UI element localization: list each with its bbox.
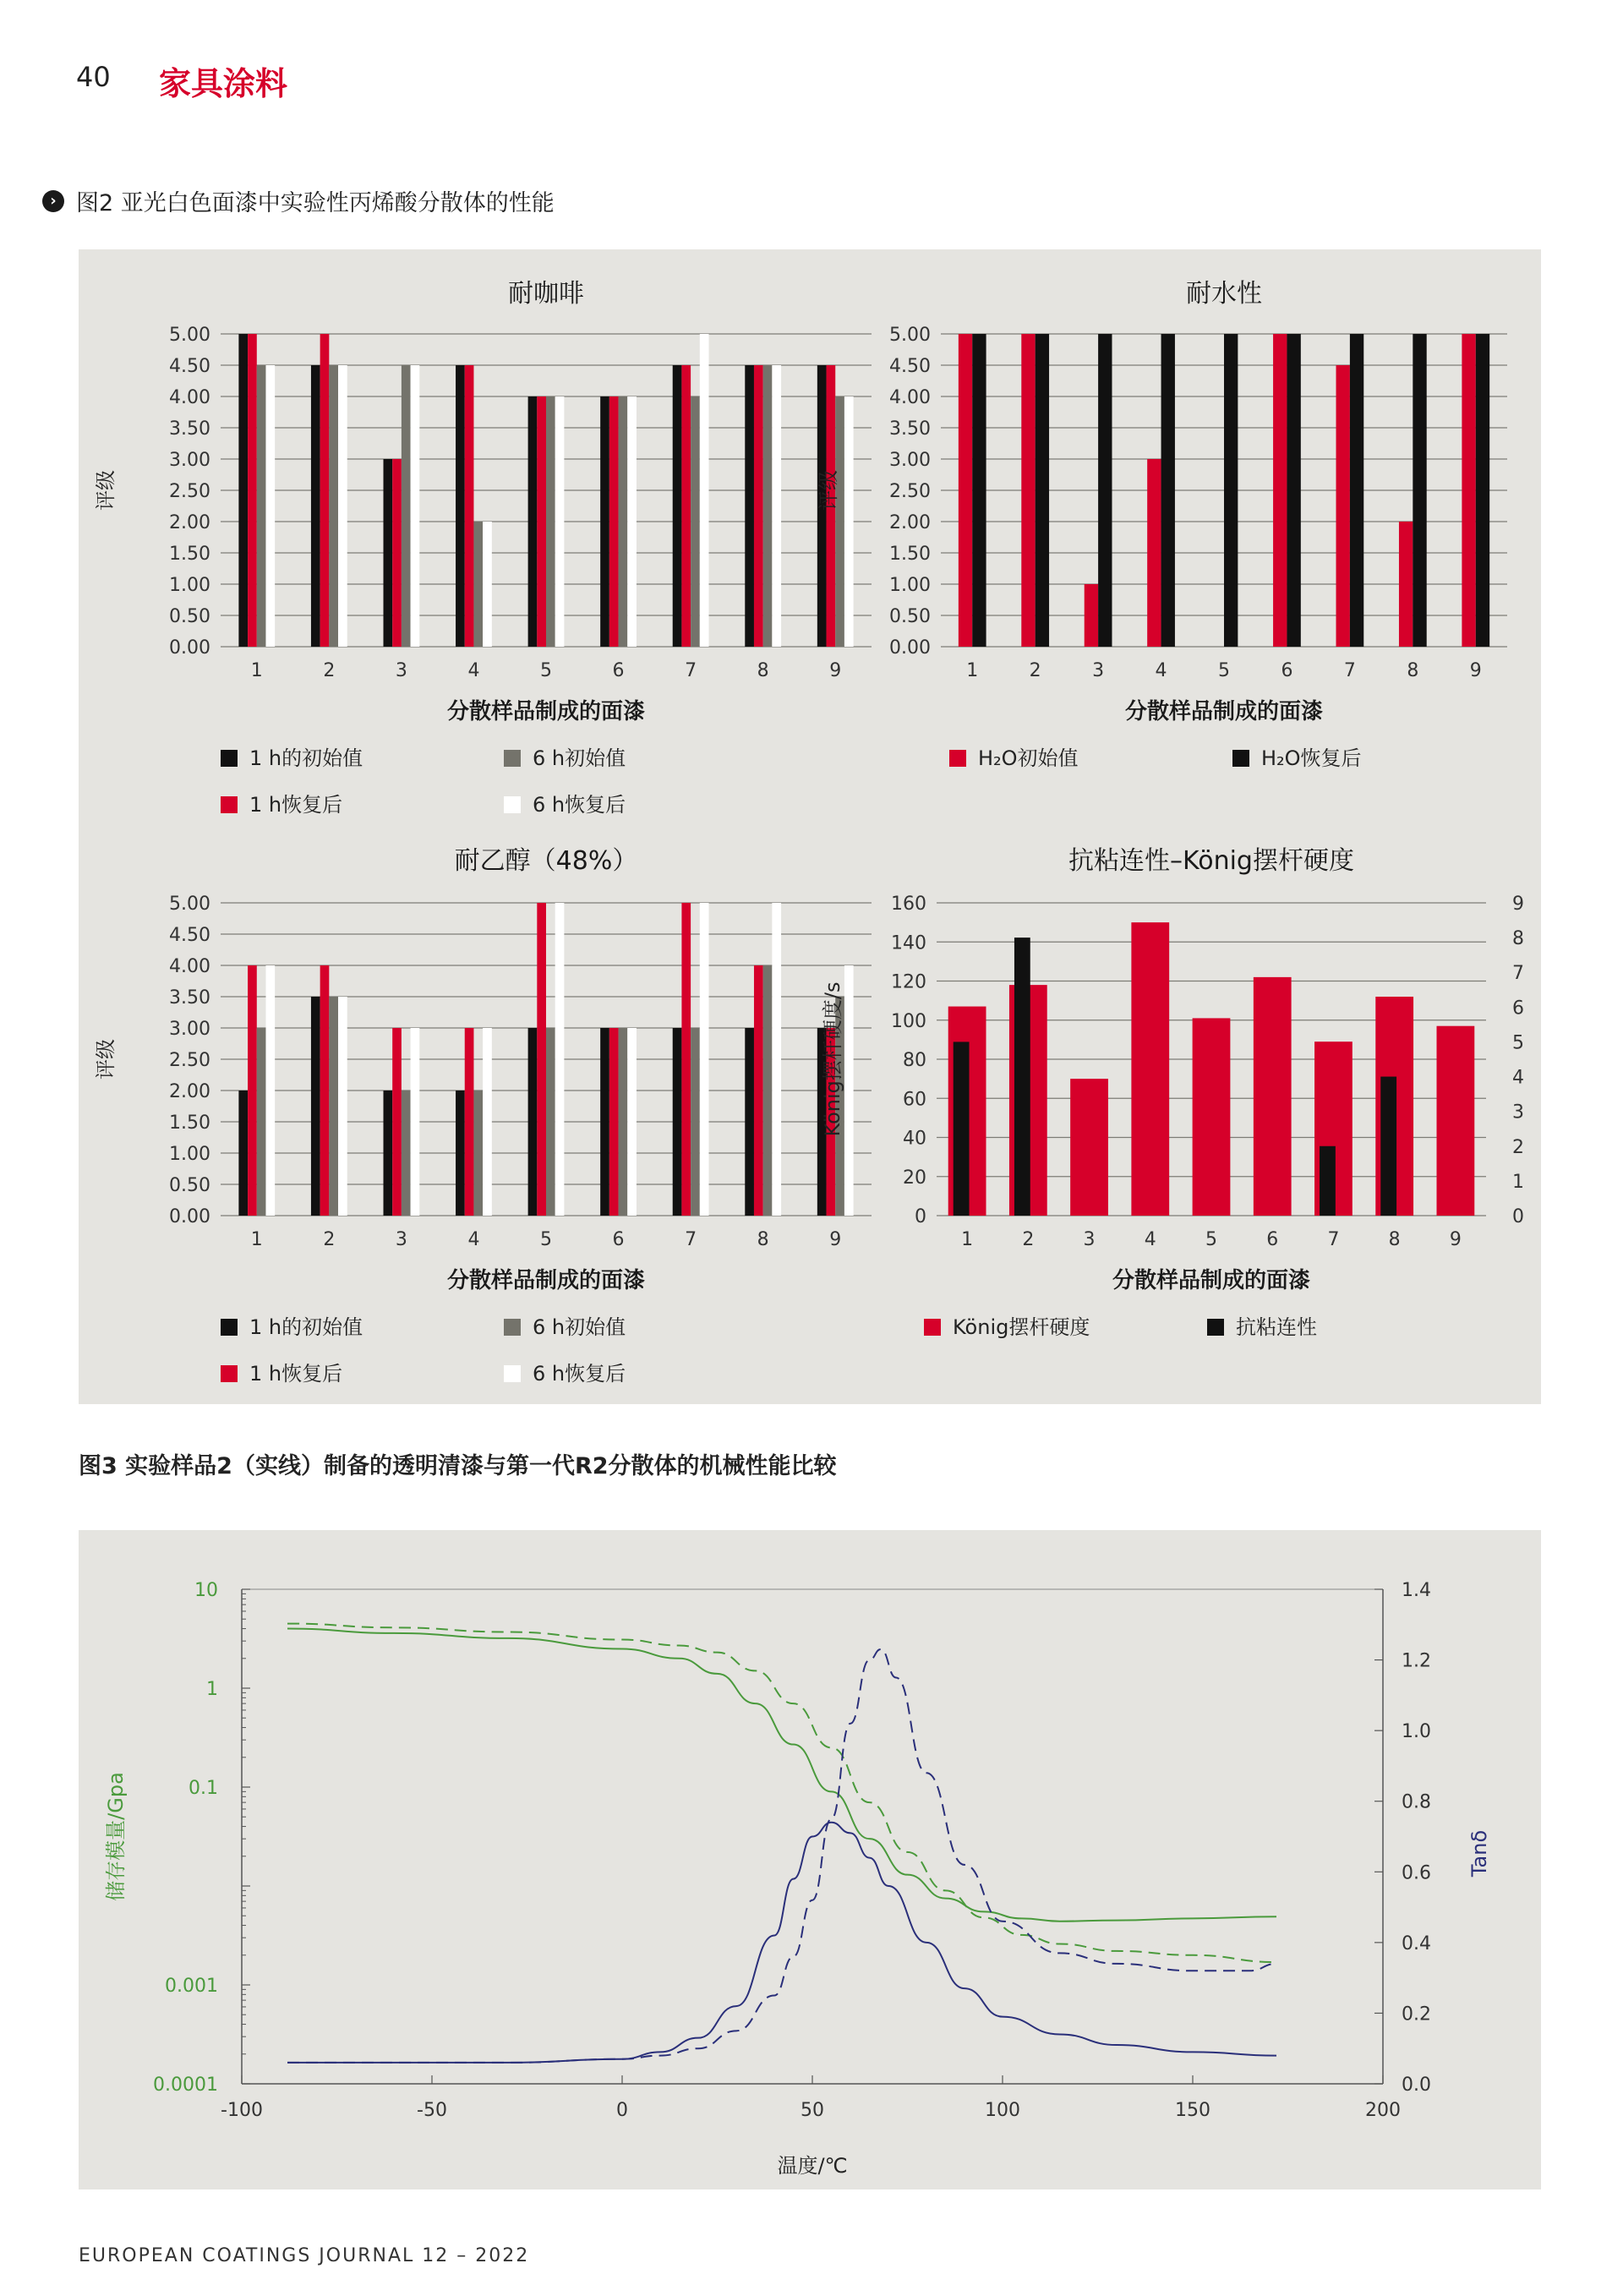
bar-red xyxy=(1070,1079,1108,1216)
x-axis-label: 分散样品制成的面漆 xyxy=(1124,699,1324,724)
x-tick-label: 7 xyxy=(685,660,697,681)
y-tick-label: 160 xyxy=(891,894,926,915)
y-tick-label: 3.00 xyxy=(169,1019,210,1040)
y-tick-label: 60 xyxy=(903,1089,926,1111)
legend-swatch-black xyxy=(1232,750,1249,767)
x-tick-label: 1 xyxy=(966,660,979,681)
x-tick-label: 5 xyxy=(540,1229,552,1250)
y-tick-label: 4.00 xyxy=(169,956,210,977)
x-tick-label: 3 xyxy=(1083,1229,1096,1250)
coffee-chart xyxy=(94,279,872,817)
bar-red xyxy=(681,903,691,1216)
x-tick-label: 7 xyxy=(1327,1229,1340,1250)
x-tick-label: 6 xyxy=(612,1229,625,1250)
legend-swatch-white xyxy=(504,796,521,813)
bar-red xyxy=(754,965,763,1216)
y-tick-label: 0.50 xyxy=(889,606,931,627)
bar-black xyxy=(238,334,248,647)
bar-white xyxy=(555,903,565,1216)
bar-red xyxy=(320,334,330,647)
y-tick-label: 140 xyxy=(891,932,926,954)
bar-black xyxy=(384,459,393,647)
x-tick-label: -50 xyxy=(417,2100,447,2121)
y2-tick-label: 4 xyxy=(1512,1067,1524,1089)
x-tick-label: 5 xyxy=(1218,660,1230,681)
bar-gray xyxy=(763,365,773,647)
x-tick-label: 2 xyxy=(1022,1229,1035,1250)
legend-swatch-red xyxy=(924,1319,941,1336)
x-tick-label: 3 xyxy=(1092,660,1105,681)
bar-black xyxy=(1161,334,1175,647)
x-tick-label: 4 xyxy=(1155,660,1167,681)
y-tick-label: 4.00 xyxy=(889,387,931,408)
legend-swatch-gray xyxy=(504,1319,521,1336)
x-tick-label: 5 xyxy=(540,660,552,681)
bar-black xyxy=(745,1028,754,1216)
y-tick-label: 1.50 xyxy=(169,544,210,565)
bar-black xyxy=(311,997,320,1216)
bar-white xyxy=(555,396,565,647)
y-tick-label: 4.00 xyxy=(169,387,210,408)
legend-label: 抗粘连性 xyxy=(1236,1315,1317,1339)
y2-tick-label: 0.6 xyxy=(1402,1862,1431,1884)
y-tick-label: 0.1 xyxy=(189,1778,218,1799)
bar-gray xyxy=(619,1028,628,1216)
bar-gray xyxy=(329,997,338,1216)
y-tick-label: 3.50 xyxy=(889,418,931,440)
y2-tick-label: 7 xyxy=(1512,963,1524,985)
chart-title: 耐水性 xyxy=(1186,279,1262,309)
bar-black xyxy=(1350,334,1363,647)
y-axis-label: 评级 xyxy=(94,1039,117,1080)
x-tick-label: 9 xyxy=(1469,660,1482,681)
legend-label: 6 h初始值 xyxy=(533,746,626,770)
bar-gray xyxy=(619,396,628,647)
legend-swatch-red xyxy=(949,750,966,767)
bar-white xyxy=(844,396,854,647)
y-tick-label: 2.50 xyxy=(889,481,931,502)
y-tick-label: 1.50 xyxy=(889,544,931,565)
bar-red xyxy=(537,903,546,1216)
bar-red xyxy=(248,334,257,647)
y-tick-label: 0.0001 xyxy=(153,2075,218,2096)
x-tick-label: 3 xyxy=(395,660,407,681)
x-tick-label: 100 xyxy=(985,2100,1020,2121)
x-tick-label: 7 xyxy=(685,1229,697,1250)
chart-title: 耐乙醇（48%） xyxy=(454,846,638,876)
x-tick-label: 6 xyxy=(1266,1229,1279,1250)
bar-black xyxy=(745,365,754,647)
x-tick-label: 4 xyxy=(467,1229,480,1250)
y-tick-label: 0.50 xyxy=(169,1175,210,1196)
bar-red xyxy=(1147,459,1161,647)
legend-label: König摆杆硬度 xyxy=(953,1315,1090,1339)
bar-white xyxy=(483,522,492,647)
y-tick-label: 2.00 xyxy=(889,512,931,533)
y-tick-label: 2.00 xyxy=(169,512,210,533)
bar-black xyxy=(600,396,609,647)
bar-white xyxy=(772,365,781,647)
bar-black xyxy=(1476,334,1489,647)
bar-white xyxy=(265,365,275,647)
bar-black xyxy=(456,365,465,647)
y-tick-label: 0.001 xyxy=(165,1976,218,1997)
journal-footer: EUROPEAN COATINGS JOURNAL 12 – 2022 xyxy=(79,2245,530,2266)
x-axis-label: 分散样品制成的面漆 xyxy=(446,1268,646,1293)
legend-label: H₂O恢复后 xyxy=(1261,746,1362,770)
bar-gray xyxy=(257,365,266,647)
chart-title: 抗粘连性–König摆杆硬度 xyxy=(1068,846,1354,876)
figure2-caption xyxy=(42,184,555,217)
bar-gray xyxy=(473,522,483,647)
series-line-navy-solid xyxy=(287,1823,1276,2063)
bar-gray xyxy=(329,365,338,647)
bar-black xyxy=(528,396,538,647)
figure2-panel xyxy=(79,249,1541,1404)
bar-black xyxy=(673,365,682,647)
legend-swatch-black xyxy=(1207,1319,1224,1336)
x-tick-label: 7 xyxy=(1343,660,1356,681)
x-tick-label: 9 xyxy=(829,1229,842,1250)
y-axis-label: 评级 xyxy=(817,470,840,511)
y-tick-label: 5.00 xyxy=(169,325,210,346)
x-tick-label: 8 xyxy=(757,1229,769,1250)
bar-red xyxy=(1193,1018,1231,1216)
legend-label: 1 h的初始值 xyxy=(249,1315,363,1339)
x-tick-label: 9 xyxy=(829,660,842,681)
chevron-right-icon: › xyxy=(42,190,64,212)
bar-white xyxy=(627,396,637,647)
water-chart xyxy=(817,279,1507,770)
legend-label: 1 h恢复后 xyxy=(249,793,343,817)
figure3-panel xyxy=(79,1530,1541,2189)
legend-label: H₂O初始值 xyxy=(978,746,1079,770)
chart-title: 耐咖啡 xyxy=(508,279,584,309)
x-tick-label: 8 xyxy=(1407,660,1419,681)
y-axis-label: 储存模量/Gpa xyxy=(104,1772,128,1901)
bar-red xyxy=(1273,334,1287,647)
bar-black xyxy=(1014,938,1030,1216)
y-tick-label: 3.50 xyxy=(169,418,210,440)
bar-black xyxy=(1098,334,1112,647)
x-tick-label: 1 xyxy=(250,660,263,681)
x-axis-label: 分散样品制成的面漆 xyxy=(446,699,646,724)
bar-red xyxy=(537,396,546,647)
bar-white xyxy=(411,365,420,647)
x-tick-label: 2 xyxy=(323,660,336,681)
x-tick-label: 9 xyxy=(1449,1229,1462,1250)
legend-swatch-white xyxy=(504,1365,521,1382)
bar-red xyxy=(248,965,257,1216)
y2-tick-label: 2 xyxy=(1512,1136,1524,1158)
figure2-charts xyxy=(79,249,1541,1404)
bar-white xyxy=(844,965,854,1216)
bar-black xyxy=(456,1091,465,1216)
legend-label: 1 h的初始值 xyxy=(249,746,363,770)
y2-tick-label: 9 xyxy=(1512,894,1524,915)
bar-red xyxy=(754,365,763,647)
x-axis-label: 分散样品制成的面漆 xyxy=(1112,1268,1311,1293)
ethanol-chart xyxy=(94,846,872,1386)
bar-black xyxy=(1036,334,1049,647)
figure2-caption-text: 图2 亚光白色面漆中实验性丙烯酸分散体的性能 xyxy=(76,190,555,216)
bar-black xyxy=(238,1091,248,1216)
y2-tick-label: 1.0 xyxy=(1402,1721,1431,1743)
y2-tick-label: 8 xyxy=(1512,928,1524,950)
bar-white xyxy=(700,334,709,647)
bar-white xyxy=(265,965,275,1216)
y2-tick-label: 0.2 xyxy=(1402,2004,1431,2025)
y-tick-label: 80 xyxy=(903,1050,926,1071)
y-tick-label: 5.00 xyxy=(889,325,931,346)
x-tick-label: 200 xyxy=(1365,2100,1401,2121)
y2-tick-label: 0 xyxy=(1512,1206,1524,1227)
y-tick-label: 0.00 xyxy=(169,1206,210,1227)
x-tick-label: 50 xyxy=(801,2100,824,2121)
x-tick-label: 1 xyxy=(250,1229,263,1250)
legend-label: 1 h恢复后 xyxy=(249,1362,343,1386)
page-number: 40 xyxy=(76,61,111,93)
y2-tick-label: 0.0 xyxy=(1402,2075,1431,2096)
x-tick-label: 6 xyxy=(612,660,625,681)
y2-tick-label: 3 xyxy=(1512,1102,1524,1123)
y2-tick-label: 1 xyxy=(1512,1171,1524,1193)
bar-white xyxy=(338,365,347,647)
bar-red xyxy=(1021,334,1035,647)
bar-red xyxy=(1437,1026,1475,1216)
bar-black xyxy=(673,1028,682,1216)
x-tick-label: 2 xyxy=(323,1229,336,1250)
x-tick-label: 0 xyxy=(616,2100,628,2121)
y-tick-label: 0.00 xyxy=(169,637,210,659)
bar-white xyxy=(338,997,347,1216)
dma-chart xyxy=(104,1580,1491,2178)
bar-gray xyxy=(763,965,773,1216)
x-axis-label: 温度/℃ xyxy=(777,2154,848,2178)
bar-gray xyxy=(546,1028,555,1216)
bar-red xyxy=(609,1028,619,1216)
y-tick-label: 4.50 xyxy=(169,925,210,946)
y-tick-label: 3.50 xyxy=(169,987,210,1009)
bar-black xyxy=(311,365,320,647)
bar-black xyxy=(972,334,986,647)
legend-swatch-gray xyxy=(504,750,521,767)
bar-red xyxy=(609,396,619,647)
x-tick-label: 8 xyxy=(757,660,769,681)
bar-red xyxy=(1254,977,1292,1216)
y-tick-label: 3.00 xyxy=(889,450,931,471)
bar-red xyxy=(959,334,972,647)
y2-tick-label: 0.4 xyxy=(1402,1932,1431,1954)
bar-black xyxy=(384,1091,393,1216)
bar-red xyxy=(320,965,330,1216)
x-tick-label: -100 xyxy=(221,2100,263,2121)
y-tick-label: 10 xyxy=(194,1580,218,1601)
y-tick-label: 1.00 xyxy=(169,1144,210,1165)
bar-red xyxy=(1462,334,1475,647)
series-line-navy-dashed xyxy=(287,1649,1276,2063)
y-tick-label: 1.00 xyxy=(169,575,210,596)
y-tick-label: 3.00 xyxy=(169,450,210,471)
y-tick-label: 2.00 xyxy=(169,1081,210,1102)
bar-gray xyxy=(402,1091,411,1216)
y-tick-label: 40 xyxy=(903,1128,926,1150)
bar-gray xyxy=(402,365,411,647)
bar-black xyxy=(1224,334,1238,647)
bar-red xyxy=(392,1028,402,1216)
bar-gray xyxy=(473,1091,483,1216)
bar-red xyxy=(465,1028,474,1216)
y-tick-label: 2.50 xyxy=(169,1050,210,1071)
legend-swatch-black xyxy=(221,1319,238,1336)
legend-swatch-black xyxy=(221,750,238,767)
bar-black xyxy=(528,1028,538,1216)
x-tick-label: 1 xyxy=(961,1229,974,1250)
bar-gray xyxy=(691,1028,700,1216)
series-line-green-dashed xyxy=(287,1624,1276,1962)
section-title: 家具涂料 xyxy=(159,65,288,102)
bar-white xyxy=(483,1028,492,1216)
x-tick-label: 150 xyxy=(1175,2100,1210,2121)
bar-gray xyxy=(835,396,844,647)
y-tick-label: 4.50 xyxy=(169,356,210,377)
y-tick-label: 0.50 xyxy=(169,606,210,627)
x-tick-label: 3 xyxy=(395,1229,407,1250)
x-tick-label: 4 xyxy=(1144,1229,1156,1250)
y2-tick-label: 1.2 xyxy=(1402,1650,1431,1672)
bar-red xyxy=(1336,365,1350,647)
bar-red xyxy=(1085,584,1098,647)
y-tick-label: 2.50 xyxy=(169,481,210,502)
bar-red xyxy=(392,459,402,647)
y-tick-label: 100 xyxy=(891,1010,926,1032)
bar-gray xyxy=(257,1028,266,1216)
y2-tick-label: 5 xyxy=(1512,1032,1524,1054)
x-tick-label: 6 xyxy=(1281,660,1293,681)
y-tick-label: 1.50 xyxy=(169,1112,210,1134)
y-axis-label: König摆杆硬度/s xyxy=(821,981,844,1137)
bar-gray xyxy=(546,396,555,647)
bar-white xyxy=(411,1028,420,1216)
x-tick-label: 4 xyxy=(467,660,480,681)
bar-black xyxy=(1287,334,1300,647)
bar-white xyxy=(700,903,709,1216)
legend-label: 6 h恢复后 xyxy=(533,793,626,817)
figure3-caption: 图3 实验样品2（实线）制备的透明清漆与第一代R2分散体的机械性能比较 xyxy=(79,1453,837,1479)
y-tick-label: 120 xyxy=(891,971,926,993)
legend-swatch-red xyxy=(221,1365,238,1382)
bar-black xyxy=(600,1028,609,1216)
legend-swatch-red xyxy=(221,796,238,813)
y-tick-label: 20 xyxy=(903,1167,926,1189)
bar-gray xyxy=(691,396,700,647)
bar-black xyxy=(954,1041,970,1216)
x-tick-label: 2 xyxy=(1029,660,1041,681)
bar-red xyxy=(681,365,691,647)
y-tick-label: 5.00 xyxy=(169,894,210,915)
legend-label: 6 h恢复后 xyxy=(533,1362,626,1386)
bar-red xyxy=(1131,922,1169,1216)
y-tick-label: 4.50 xyxy=(889,356,931,377)
konig-chart xyxy=(821,846,1524,1339)
y-tick-label: 0.00 xyxy=(889,637,931,659)
x-tick-label: 8 xyxy=(1388,1229,1401,1250)
x-tick-label: 5 xyxy=(1205,1229,1217,1250)
bar-white xyxy=(627,1028,637,1216)
bar-red xyxy=(1399,522,1413,647)
bar-black xyxy=(1413,334,1426,647)
y-tick-label: 0 xyxy=(915,1206,926,1227)
y2-tick-label: 6 xyxy=(1512,998,1524,1020)
y-tick-label: 1 xyxy=(206,1679,218,1700)
bar-black xyxy=(1320,1146,1336,1216)
figure3-chart xyxy=(79,1530,1541,2189)
y-tick-label: 1.00 xyxy=(889,575,931,596)
bar-white xyxy=(772,903,781,1216)
legend-label: 6 h初始值 xyxy=(533,1315,626,1339)
series-line-green-solid xyxy=(287,1629,1276,1922)
bar-red xyxy=(465,365,474,647)
y2-axis-label: Tanδ xyxy=(1467,1829,1491,1878)
bar-black xyxy=(1380,1077,1396,1216)
y2-tick-label: 0.8 xyxy=(1402,1791,1431,1813)
y-axis-label: 评级 xyxy=(94,470,117,511)
y2-tick-label: 1.4 xyxy=(1402,1580,1431,1601)
